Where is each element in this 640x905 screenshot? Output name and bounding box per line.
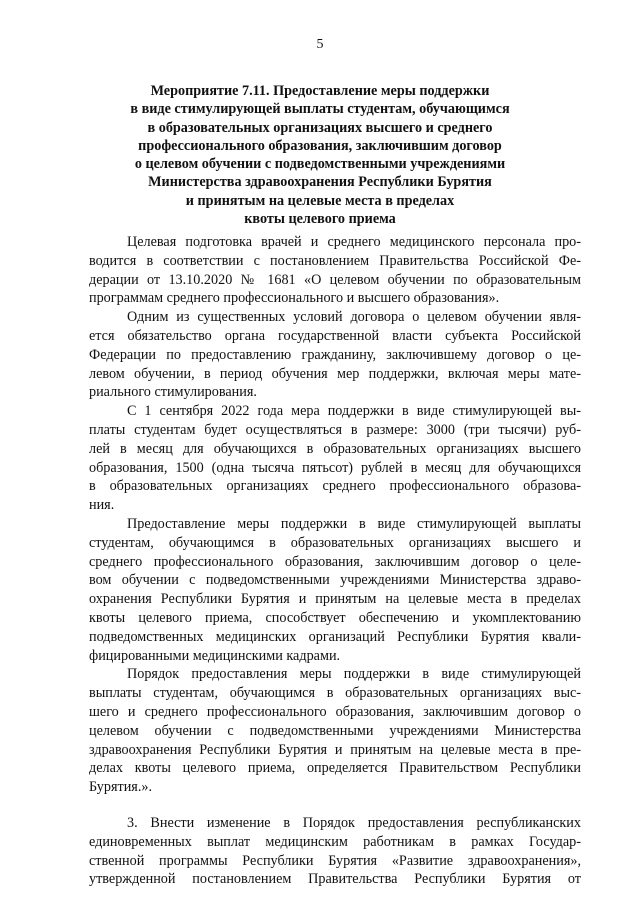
heading-line: в виде стимулирующей выплаты студентам, обучающимся: [130, 101, 510, 118]
text-line: утвержденной постановлением Правительства Республики Бурятия от: [89, 871, 581, 888]
text-line: фицированными медицинскими кадрами.: [89, 647, 341, 664]
paragraph-payment-amounts: [89, 402, 581, 515]
paragraph-procedure: [89, 665, 581, 797]
heading-line: профессионального образования, заключившим договор: [138, 137, 502, 154]
heading-line: Министерства здравоохранения Республики Бурятия: [148, 174, 492, 191]
text-line: ственной программы Республики Бурятия «Развитие здравоохранения»,: [89, 852, 581, 869]
text-line: ния.: [89, 497, 115, 514]
text-line: делах квоты целевого приема, определяется Правительством Республики: [89, 760, 581, 777]
text-line: Предоставление меры поддержки в виде стимулирующей выплаты: [127, 515, 581, 532]
text-line: С 1 сентября 2022 года мера поддержки в виде стимулирующей вы-: [127, 403, 581, 420]
text-line: платы студентам будет осуществляться в размере: 3000 (три тысячи) руб-: [89, 421, 581, 438]
text-line: риального стимулирования.: [89, 384, 257, 401]
text-line: единовременных выплат медицинским работникам в рамках Государ-: [89, 833, 581, 850]
text-line: программам среднего профессионального и высшего образования».: [89, 290, 500, 307]
paragraph-gap: [89, 797, 581, 814]
text-line: лей в месяц для обучающихся в образовательных организациях высшего: [89, 440, 581, 457]
text-line: левом обучении, в период обучения мер поддержки, включая меры мате-: [89, 365, 581, 382]
text-line: водится в соответствии с постановлением Правительства Российской Фе-: [89, 252, 581, 269]
text-line: шего и среднего профессионального образования, заключившим договор о: [89, 703, 581, 720]
text-line: Бурятия.».: [89, 779, 153, 796]
paragraph-targeted-training: [89, 233, 581, 308]
heading-line: о целевом обучении с подведомственными учреждениями: [134, 156, 506, 173]
text-line: здравоохранения Республики Бурятия и принятым на целевые места в пре-: [89, 741, 581, 758]
text-line: среднего профессионального образования, заключившим договор о целе-: [89, 553, 581, 570]
paragraph-item-3: [89, 814, 581, 889]
text-line: Федерации по предоставлению гражданину, заключившему договор о це-: [89, 346, 581, 363]
heading-line: Мероприятие 7.11. Предоставление меры поддержки: [150, 83, 490, 99]
document-body: [89, 233, 581, 889]
text-line: Порядок предоставления меры поддержки в виде стимулирующей: [127, 666, 581, 683]
text-line: образования, 1500 (одна тысяча пятьсот) рублей в месяц для обучающихся: [89, 459, 581, 476]
heading-line: квоты целевого приема: [244, 211, 396, 228]
text-line: студентам, обучающимся в образовательных организациях высшего и: [89, 534, 581, 551]
text-line: 3. Внести изменение в Порядок предоставления республиканских: [127, 814, 581, 831]
text-line: в образовательных организациях среднего профессионального образова-: [89, 478, 581, 495]
text-line: охранения Республики Бурятия и принятым на целевые места в пределах: [89, 591, 581, 608]
text-line: вом обучении с подведомственными учреждениями Министерства здраво-: [89, 572, 581, 589]
text-line: дерации от 13.10.2020 № 1681 «О целевом обучении по образовательным: [89, 271, 581, 288]
page-number: 5: [316, 37, 324, 52]
text-line: ется обязательство органа государственной власти субъекта Российской: [89, 327, 581, 344]
paragraph-contract-conditions: [89, 308, 581, 402]
text-line: Целевая подготовка врачей и среднего медицинского персонала про-: [127, 234, 581, 250]
text-line: целевом обучении с подведомственными учреждениями Министерства: [89, 722, 581, 739]
section-heading: [110, 82, 530, 228]
text-line: квоты целевого приема, способствует обеспечению и укомплектованию: [89, 609, 581, 626]
text-line: Одним из существенных условий договора о целевом обучении явля-: [127, 309, 581, 326]
heading-line: и принятым на целевые места в пределах: [185, 192, 455, 209]
paragraph-support-purpose: [89, 515, 581, 665]
text-line: подведомственных медицинских организаций Республики Бурятия квали-: [89, 628, 581, 645]
heading-line: в образовательных организациях высшего и среднего: [147, 119, 493, 136]
text-line: выплаты студентам, обучающимся в образовательных организациях выс-: [89, 685, 581, 702]
